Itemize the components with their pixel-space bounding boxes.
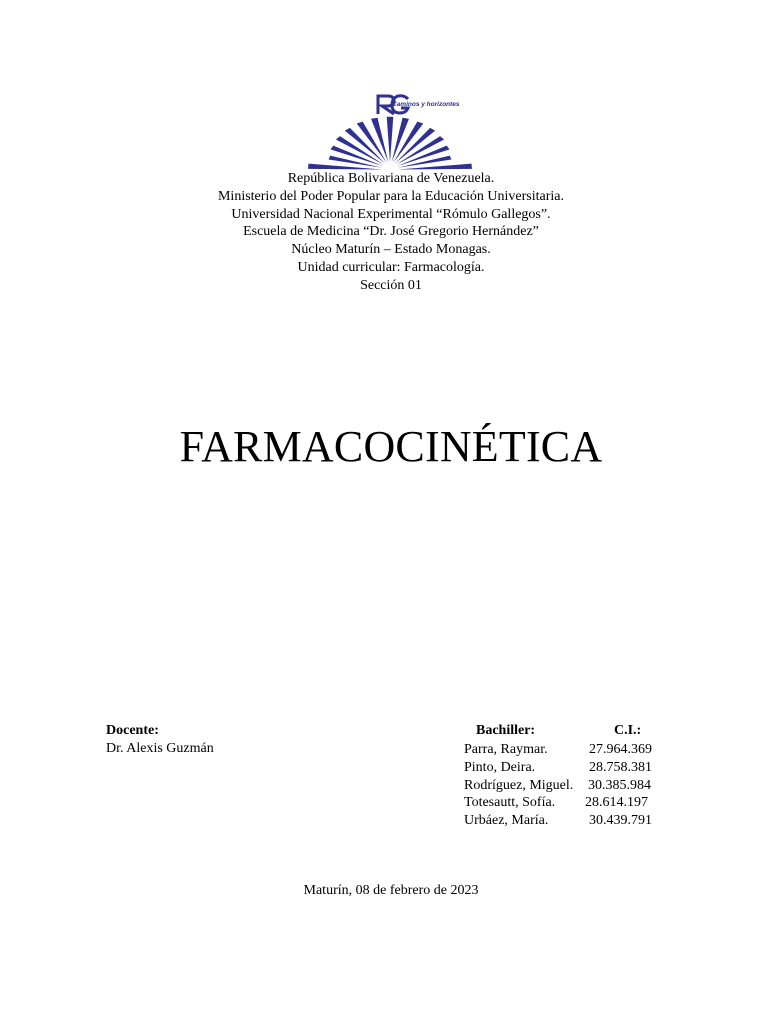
bachiller-label: Bachiller: [476, 723, 536, 738]
student-list [464, 741, 664, 830]
ci-label: C.I.: [614, 723, 642, 738]
logo-ray [308, 164, 382, 170]
student-ci: 28.758.381 [589, 759, 652, 775]
logo-ray [392, 118, 409, 163]
footer-date: Maturín, 08 de febrero de 2023 [303, 883, 479, 898]
student-name: Urbáez, María. [464, 813, 549, 829]
student-name: Parra, Raymar. [464, 742, 548, 757]
university-logo [308, 92, 472, 172]
logo-ray [387, 117, 394, 162]
logo-ray [398, 164, 472, 170]
docente-name: Dr. Alexis Guzmán [106, 741, 214, 756]
header-line: Universidad Nacional Experimental “Rómulo Gallegos”. [231, 206, 551, 222]
logo-slogan: Caminos y horizontes [392, 101, 460, 108]
student-ci: 27.964.369 [589, 742, 652, 757]
header-line: Ministerio del Poder Popular para la Educación Universitaria. [217, 188, 564, 204]
student-ci: 30.385.984 [588, 777, 651, 793]
student-name: Totesautt, Sofía. [464, 795, 556, 811]
institution-header [0, 170, 768, 295]
student-row [464, 759, 664, 777]
student-row [464, 794, 664, 812]
document-title: FARMACOCINÉTICA [179, 422, 603, 471]
header-line: República Bolivariana de Venezuela. [287, 171, 495, 186]
header-line: Escuela de Medicina “Dr. José Gregorio Hernández” [243, 224, 539, 240]
student-ci: 30.439.791 [589, 813, 652, 829]
student-name: Rodríguez, Miguel. [464, 777, 574, 793]
header-line: Sección 01 [360, 277, 422, 293]
student-name: Pinto, Deira. [464, 759, 536, 775]
student-ci: 28.614.197 [585, 795, 648, 811]
sunburst-logo-icon [308, 92, 472, 172]
header-line: Núcleo Maturín – Estado Monagas. [291, 242, 491, 258]
student-row [464, 812, 664, 830]
student-row [464, 777, 664, 795]
docente-label: Docente: [106, 723, 159, 738]
logo-ray [371, 118, 388, 163]
student-row [464, 741, 664, 759]
header-line: Unidad curricular: Farmacología. [297, 259, 485, 275]
